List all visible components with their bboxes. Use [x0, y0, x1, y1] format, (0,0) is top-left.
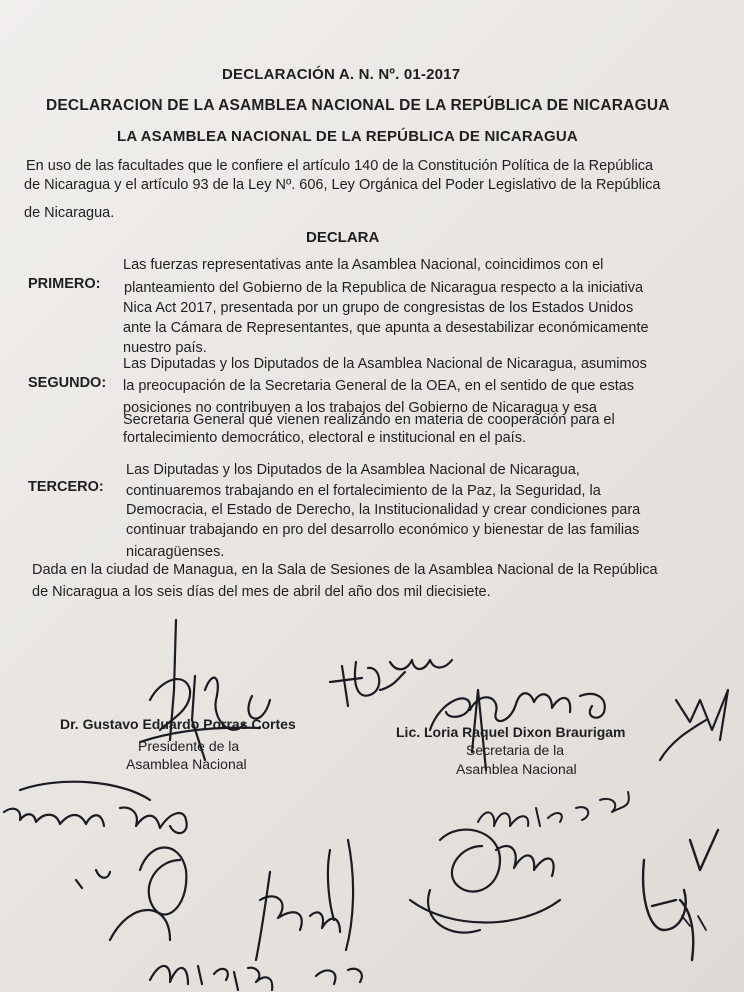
article-label-primero: PRIMERO: — [28, 276, 101, 292]
declaration-title: DECLARACION DE LA ASAMBLEA NACIONAL DE LA REPÚBLICA DE NICARAGUA — [46, 97, 670, 114]
article-line: planteamiento del Gobierno de la Republica de Nicaragua respecto a la iniciativa — [124, 280, 644, 296]
article-line: nuestro país. — [123, 340, 207, 356]
signatory-role-line: Asamblea Nacional — [456, 761, 577, 777]
article-line: ante la Cámara de Representantes, que apunta a desestabilizar económicamente — [123, 320, 649, 336]
article-line: continuar trabajando en pro del desarrollo económico y bienestar de las familias — [126, 522, 640, 538]
signature-espinoza — [478, 792, 629, 826]
signature-right-bottom — [643, 830, 718, 960]
signature-loop — [110, 848, 186, 941]
closing-line: de Nicaragua a los seis días del mes de abril del año dos mil diecisiete. — [32, 584, 491, 600]
declara-heading: DECLARA — [306, 229, 380, 246]
article-line: posiciones no contribuyen a los trabajos del Gobierno de Nicaragua y esa — [123, 400, 597, 416]
signature-miguel — [150, 966, 362, 990]
signatory-role-line: Secretaria de la — [466, 742, 565, 758]
article-line: Las Diputadas y los Diputados de la Asamblea Nacional de Nicaragua, asumimos — [123, 356, 647, 372]
article-line: Nica Act 2017, presentada por un grupo de congresistas de los Estados Unidos — [123, 300, 634, 316]
signatory-role-line: Asamblea Nacional — [126, 756, 247, 772]
signature-barba — [256, 840, 353, 960]
article-line: nicaragüenses. — [126, 544, 225, 560]
signature-small-right — [682, 916, 706, 930]
intro-line: de Nicaragua. — [24, 205, 115, 221]
signatory-role-line: Presidente de la — [138, 738, 240, 754]
article-line: fortalecimiento democrático, electoral e institucional en el país. — [123, 430, 526, 446]
article-line: la preocupación de la Secretaria General de la OEA, en el sentido de que estas — [123, 378, 635, 394]
signature-right-top — [660, 690, 728, 760]
article-label-segundo: SEGUNDO: — [28, 375, 107, 391]
signature-center — [410, 830, 560, 933]
signature-ocampo — [4, 782, 187, 888]
article-line: Las Diputadas y los Diputados de la Asamblea Nacional de Nicaragua, — [126, 462, 580, 478]
intro-line: de Nicaragua y el artículo 93 de la Ley Nº. 606, Ley Orgánica del Poder Legislativo de la República — [24, 177, 661, 193]
signatory-name-president: Dr. Gustavo Eduardo Porras Cortes — [60, 716, 296, 732]
article-line: Secretaria General que vienen realizando en materia de cooperación para el — [123, 412, 615, 428]
declaration-subtitle: LA ASAMBLEA NACIONAL DE LA REPÚBLICA DE NICARAGUA — [117, 128, 578, 145]
signatory-name-secretary: Lic. Loria Raquel Dixon Braurigam — [396, 724, 626, 740]
signature-middle — [330, 660, 452, 706]
article-line: Las fuerzas representativas ante la Asamblea Nacional, coincidimos con el — [123, 257, 604, 273]
article-label-tercero: TERCERO: — [28, 479, 104, 495]
article-line: Democracia, el Estado de Derecho, la Institucionalidad y crear condiciones para — [126, 502, 641, 518]
intro-line: En uso de las facultades que le confiere el artículo 140 de la Constitución Política de la República — [26, 158, 654, 174]
article-line: continuaremos trabajando en el fortalecimiento de la Paz, la Seguridad, la — [126, 483, 601, 499]
declaration-code: DECLARACIÓN A. N. Nº. 01-2017 — [222, 66, 461, 83]
closing-line: Dada en la ciudad de Managua, en la Sala de Sesiones de la Asamblea Nacional de la República — [32, 562, 658, 578]
